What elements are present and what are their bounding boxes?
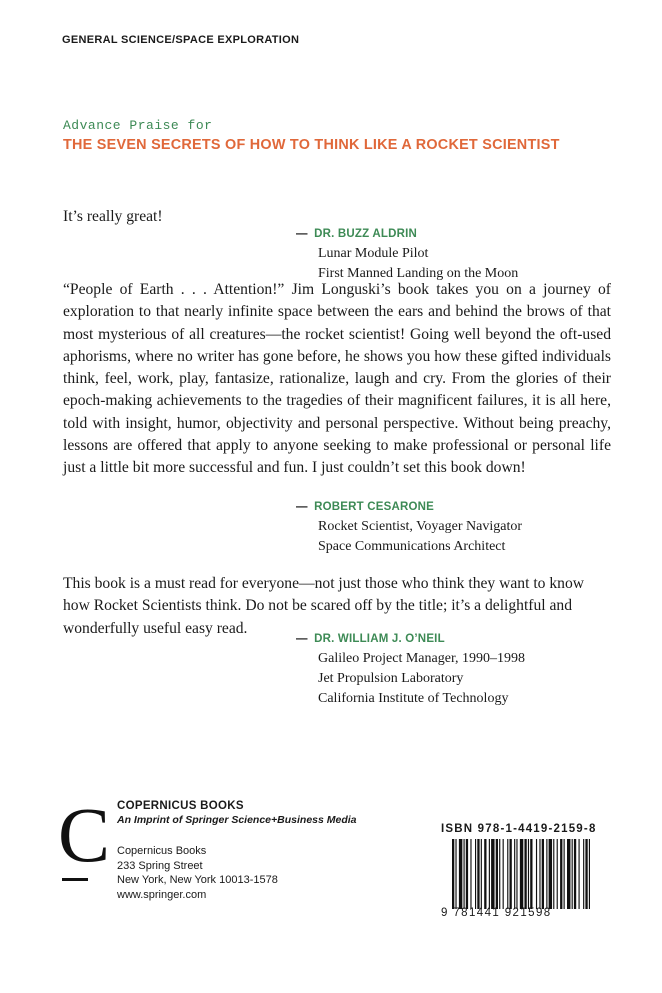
barcode-bar <box>484 839 486 909</box>
barcode-bar <box>528 839 529 909</box>
reviewer-title-line: California Institute of Technology <box>318 691 509 706</box>
praise-quote-oneil: This book is a must read for everyone—not just those who think they want to know how Rocket Scientists think. Do not be scared off by the title; it’s a delightful and wonderfully useful easy read. <box>63 575 585 637</box>
barcode-bar <box>489 839 490 909</box>
logo-underline <box>62 878 88 881</box>
barcode-digits: 9 781441 921598 <box>441 907 552 919</box>
book-title: THE SEVEN SECRETS OF HOW TO THINK LIKE A ROCKET SCIENTIST <box>63 137 560 153</box>
barcode-bar <box>524 839 526 909</box>
barcode-bar <box>503 839 504 909</box>
reviewer-title-line: Lunar Module Pilot <box>318 246 429 261</box>
publisher-address <box>117 844 357 902</box>
barcode-bar <box>491 839 494 909</box>
barcode-bar <box>520 839 523 909</box>
reviewer-title-line: Rocket Scientist, Voyager Navigator <box>318 519 522 534</box>
barcode-bar <box>549 839 552 909</box>
book-category: GENERAL SCIENCE/SPACE EXPLORATION <box>62 34 300 46</box>
barcode-bar <box>516 839 517 909</box>
address-line: www.springer.com <box>117 888 207 901</box>
barcode-bar <box>546 839 547 909</box>
barcode-bar <box>589 839 590 909</box>
reviewer-title-line: Jet Propulsion Laboratory <box>318 671 464 686</box>
barcode-bar <box>507 839 508 909</box>
barcode-bar <box>542 839 544 909</box>
barcode-bar <box>459 839 462 909</box>
barcode-bar <box>579 839 580 909</box>
reviewer-title-line: First Manned Landing on the Moon <box>318 266 519 281</box>
barcode-bar <box>475 839 476 909</box>
praise-quote-aldrin: It’s really great! <box>63 208 163 225</box>
barcode-bar <box>499 839 500 909</box>
barcode-bar <box>557 839 558 909</box>
praise-attribution-aldrin <box>296 224 519 284</box>
barcode-bar <box>514 839 515 909</box>
reviewer-name: — DR. BUZZ ALDRIN <box>296 228 417 240</box>
barcode-bar <box>510 839 512 909</box>
praise-attribution-cesarone <box>296 497 522 557</box>
barcode-bar <box>564 839 565 909</box>
barcode-bar <box>560 839 562 909</box>
barcode-bar <box>585 839 587 909</box>
barcode-bar <box>496 839 498 909</box>
barcode-bar <box>567 839 570 909</box>
barcode-bar <box>477 839 479 909</box>
address-line: 233 Spring Street <box>117 859 203 872</box>
publisher-name: COPERNICUS BOOKS <box>117 800 244 812</box>
barcode-bar <box>536 839 537 909</box>
barcode-bar <box>583 839 584 909</box>
barcode-bar <box>466 839 468 909</box>
barcode-bar <box>553 839 554 909</box>
barcode-bar <box>539 839 540 909</box>
reviewer-title-line: Space Communications Architect <box>318 539 506 554</box>
reviewer-title-line: Galileo Project Manager, 1990–1998 <box>318 651 526 666</box>
barcode-bar <box>470 839 471 909</box>
barcode-bar <box>481 839 482 909</box>
barcode-bar <box>572 839 573 909</box>
barcode-bar <box>530 839 532 909</box>
address-line: New York, New York 10013-1578 <box>117 874 278 886</box>
barcode-bar <box>452 839 454 909</box>
praise-label: Advance Praise for <box>63 118 213 133</box>
barcode-bar <box>455 839 456 909</box>
praise-quote-cesarone: “People of Earth . . . Attention!” Jim Longuski’s book takes you on a journey of exploration to that nearly infinite space between the ears and behind the brows of that most mysterious of all creatures—the rocket scientist! Going well beyond the oft-used aphorisms, where no writer has gone before, he shows you how these gifted individuals think, feel, work, play, fantasize, rationalize, laugh and cry. From the glories of their epoch-making achievements to the tragedies of their magnificent failures, it is all here, told with insight, humor, objectivity and personal perspective. Without being preachy, lessons are offered that apply to anyone seeking to make professional or personal life just a little bit more successful and fun. I just couldn’t set this book down! <box>63 281 611 477</box>
barcode-icon <box>452 839 592 909</box>
isbn-label: ISBN 978-1-4419-2159-8 <box>441 823 597 835</box>
praise-attribution-oneil <box>296 629 526 709</box>
publisher-block <box>117 800 357 902</box>
publisher-imprint: An Imprint of Springer Science+Business Media <box>117 814 357 826</box>
reviewer-name: — ROBERT CESARONE <box>296 501 435 513</box>
address-line: Copernicus Books <box>117 845 207 857</box>
barcode-bar <box>574 839 576 909</box>
copernicus-logo-icon: C <box>58 791 111 878</box>
barcode-bar <box>464 839 465 909</box>
reviewer-name: — DR. WILLIAM J. O’NEIL <box>296 633 445 645</box>
